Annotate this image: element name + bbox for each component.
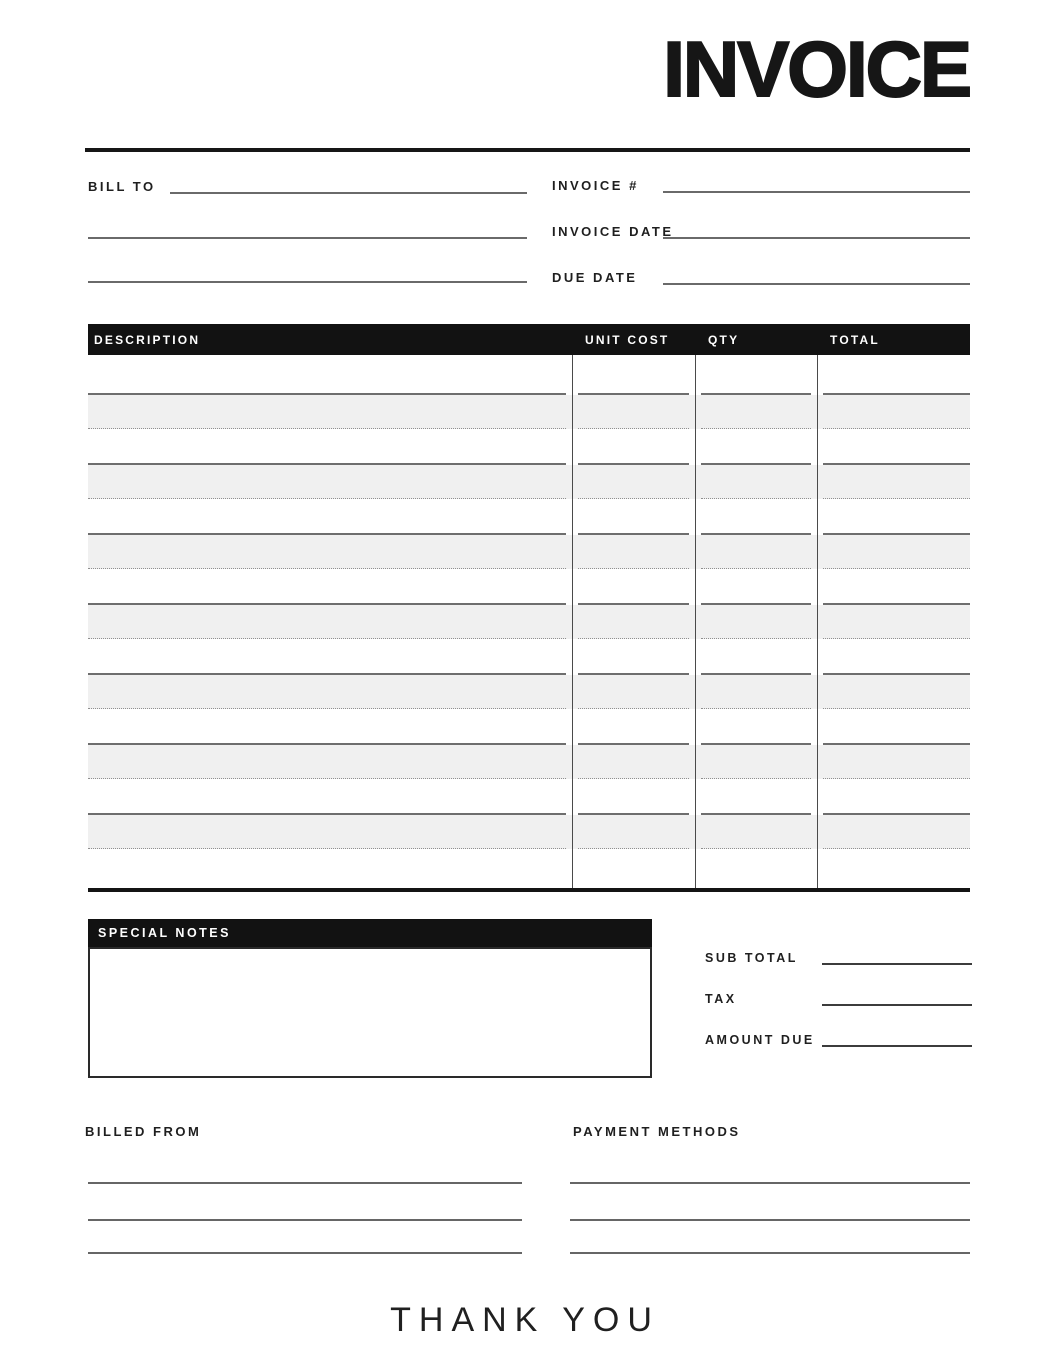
item-row — [88, 709, 970, 745]
subtotal-label: SUB TOTAL — [705, 950, 798, 965]
special-notes-header — [88, 919, 652, 947]
column-divider — [695, 355, 696, 888]
item-row — [88, 535, 970, 569]
item-row — [88, 499, 970, 535]
column-divider — [817, 355, 818, 888]
item-cell[interactable] — [823, 605, 970, 639]
item-cell[interactable] — [88, 429, 566, 465]
item-cell[interactable] — [701, 569, 811, 605]
amount-due-row — [705, 1027, 972, 1047]
item-cell[interactable] — [701, 429, 811, 465]
item-row — [88, 779, 970, 815]
item-cell[interactable] — [578, 569, 689, 605]
special-notes-input-area[interactable] — [88, 947, 652, 1078]
column-header-description: DESCRIPTION — [94, 332, 201, 347]
item-cell[interactable] — [88, 569, 566, 605]
item-cell[interactable] — [701, 709, 811, 745]
item-cell[interactable] — [88, 639, 566, 675]
item-cell[interactable] — [578, 499, 689, 535]
item-row — [88, 355, 970, 395]
column-header-qty: QTY — [708, 332, 740, 347]
item-cell[interactable] — [701, 355, 811, 395]
subtotal-input-line[interactable] — [822, 945, 972, 965]
tax-row — [705, 986, 972, 1006]
item-row — [88, 429, 970, 465]
special-notes-label: SPECIAL NOTES — [98, 925, 231, 940]
item-cell[interactable] — [701, 675, 811, 709]
item-cell[interactable] — [701, 465, 811, 499]
amount-due-label: AMOUNT DUE — [705, 1032, 815, 1047]
item-row — [88, 465, 970, 499]
tax-input-line[interactable] — [822, 986, 972, 1006]
item-cell[interactable] — [578, 465, 689, 499]
billed-from-label: BILLED FROM — [85, 1124, 202, 1139]
subtotal-row — [705, 945, 972, 965]
bill-to-label: BILL TO — [88, 179, 156, 194]
item-cell[interactable] — [88, 675, 566, 709]
item-cell[interactable] — [578, 605, 689, 639]
invoice-date-label: INVOICE DATE — [552, 224, 674, 239]
item-cell[interactable] — [88, 355, 566, 395]
item-cell[interactable] — [823, 499, 970, 535]
payment-methods-input-line-3[interactable] — [570, 1252, 970, 1254]
item-cell[interactable] — [701, 745, 811, 779]
column-header-unit-cost: UNIT COST — [585, 332, 670, 347]
item-cell[interactable] — [823, 675, 970, 709]
item-cell[interactable] — [823, 709, 970, 745]
payment-methods-input-line-2[interactable] — [570, 1219, 970, 1221]
header-divider — [85, 148, 970, 152]
item-cell[interactable] — [701, 395, 811, 429]
item-row — [88, 395, 970, 429]
invoice-number-row — [552, 173, 970, 193]
item-cell[interactable] — [88, 395, 566, 429]
item-row — [88, 639, 970, 675]
due-date-row — [552, 265, 970, 285]
bill-to-input-line-2[interactable] — [88, 219, 527, 239]
item-cell[interactable] — [701, 605, 811, 639]
amount-due-input-line[interactable] — [822, 1027, 972, 1047]
item-cell[interactable] — [88, 535, 566, 569]
item-cell[interactable] — [823, 355, 970, 395]
items-table-header — [88, 324, 970, 355]
item-cell[interactable] — [88, 499, 566, 535]
item-cell[interactable] — [88, 779, 566, 815]
due-date-label: DUE DATE — [552, 270, 638, 285]
item-row — [88, 569, 970, 605]
page-title: INVOICE — [663, 25, 970, 113]
item-cell[interactable] — [578, 815, 689, 849]
item-cell[interactable] — [823, 569, 970, 605]
item-cell[interactable] — [88, 465, 566, 499]
item-cell[interactable] — [701, 779, 811, 815]
invoice-number-input-line[interactable] — [663, 173, 970, 193]
bill-to-input-line[interactable] — [170, 174, 527, 194]
bill-to-input-line-3[interactable] — [88, 263, 527, 283]
item-cell[interactable] — [823, 745, 970, 779]
item-cell[interactable] — [823, 535, 970, 569]
items-table-body — [88, 355, 970, 892]
billed-from-input-line-1[interactable] — [88, 1182, 522, 1184]
item-cell[interactable] — [823, 639, 970, 675]
billed-from-input-line-2[interactable] — [88, 1219, 522, 1221]
item-cell[interactable] — [701, 639, 811, 675]
item-cell[interactable] — [578, 355, 689, 395]
item-cell[interactable] — [578, 429, 689, 465]
item-row — [88, 675, 970, 709]
invoice-date-row — [552, 219, 970, 239]
billed-from-input-line-3[interactable] — [88, 1252, 522, 1254]
item-row — [88, 605, 970, 639]
thank-you-message: THANK YOU — [390, 1301, 660, 1339]
item-cell[interactable] — [578, 675, 689, 709]
item-cell[interactable] — [578, 395, 689, 429]
item-cell[interactable] — [578, 779, 689, 815]
column-divider — [572, 355, 573, 888]
item-cell[interactable] — [701, 499, 811, 535]
item-cell[interactable] — [701, 535, 811, 569]
tax-label: TAX — [705, 991, 737, 1006]
item-cell[interactable] — [823, 395, 970, 429]
item-cell[interactable] — [578, 709, 689, 745]
item-cell[interactable] — [578, 745, 689, 779]
item-cell[interactable] — [88, 815, 566, 849]
item-row — [88, 815, 970, 849]
item-cell[interactable] — [88, 709, 566, 745]
item-cell[interactable] — [578, 639, 689, 675]
item-cell[interactable] — [823, 465, 970, 499]
column-header-total: TOTAL — [830, 332, 880, 347]
item-row — [88, 745, 970, 779]
item-cell[interactable] — [578, 535, 689, 569]
item-cell[interactable] — [823, 815, 970, 849]
due-date-input-line[interactable] — [663, 265, 970, 285]
payment-methods-input-line-1[interactable] — [570, 1182, 970, 1184]
item-cell[interactable] — [88, 745, 566, 779]
item-cell[interactable] — [88, 605, 566, 639]
item-cell[interactable] — [701, 815, 811, 849]
invoice-date-input-line[interactable] — [663, 219, 970, 239]
bill-to-row — [88, 174, 527, 194]
payment-methods-label: PAYMENT METHODS — [573, 1124, 741, 1139]
item-cell[interactable] — [823, 429, 970, 465]
item-cell[interactable] — [823, 779, 970, 815]
invoice-number-label: INVOICE # — [552, 178, 639, 193]
